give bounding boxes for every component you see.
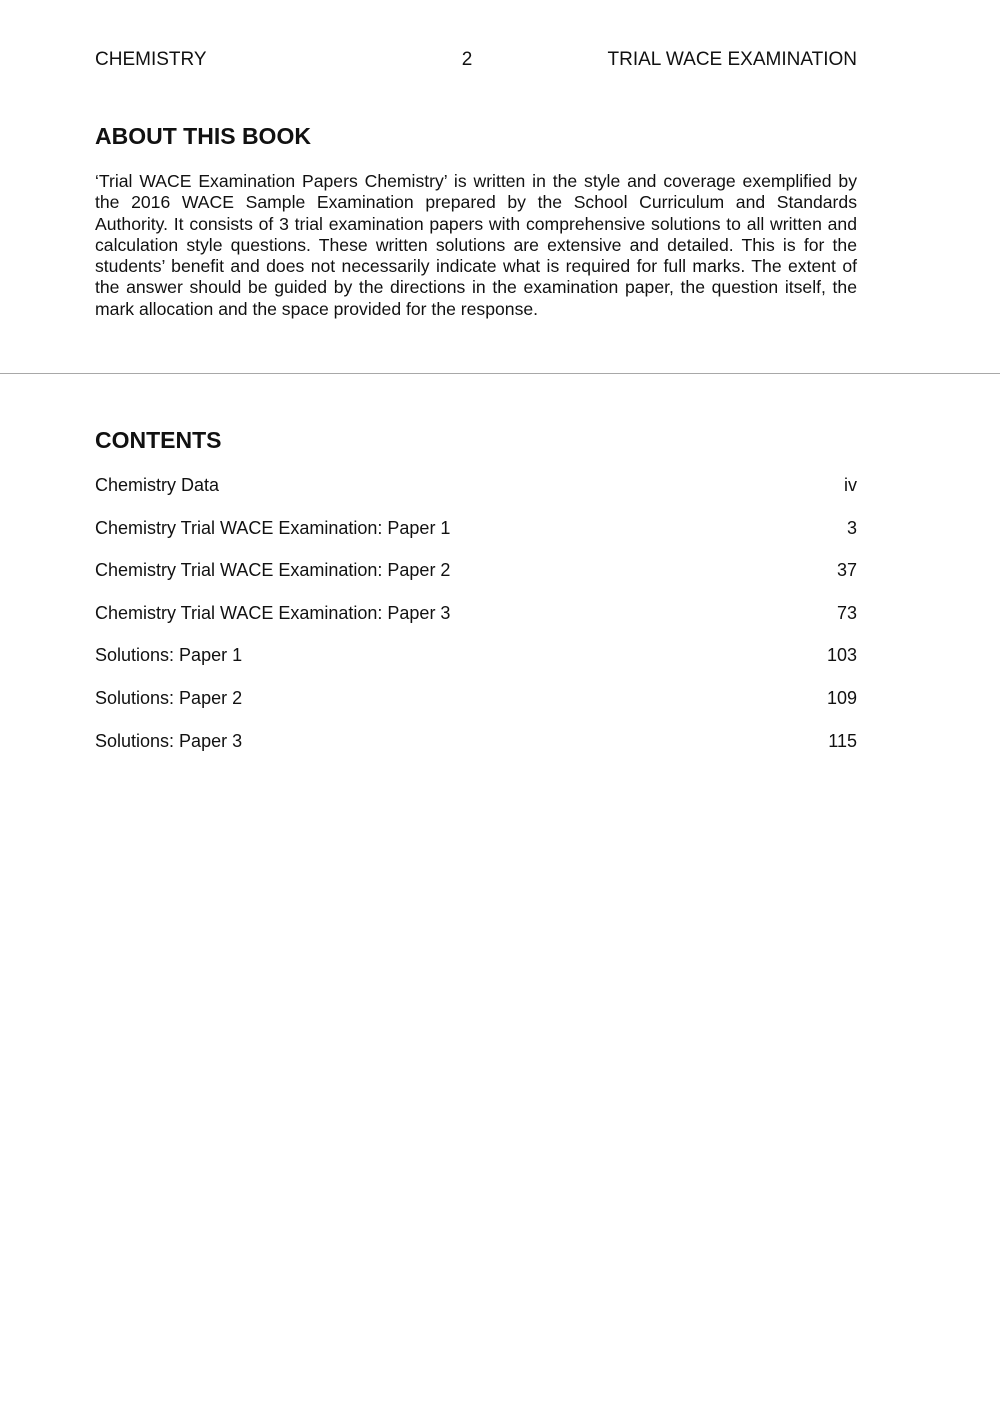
contents-entry-title: Chemistry Trial WACE Examination: Paper 3 [95, 602, 451, 623]
contents-entry [95, 727, 857, 770]
header-page-number: 2 [461, 49, 473, 70]
contents-entry-title: Solutions: Paper 2 [95, 687, 243, 708]
contents-entry [95, 599, 857, 642]
contents-entry-page: iv [844, 475, 857, 495]
contents-entry [95, 641, 857, 684]
contents-entry-title: Solutions: Paper 1 [95, 645, 243, 666]
contents-entry-title: Solutions: Paper 3 [95, 730, 243, 751]
contents-entry [95, 471, 857, 514]
contents-entry-page: 109 [826, 687, 857, 708]
about-body-text: ‘Trial WACE Examination Papers Chemistry’ is written in the style and coverage exemplified by the 2016 WACE Sample Examination prepared by the School Curriculum and Standards Authority. It consists of 3 trial examination papers with comprehensive solutions to all written and calculation style questions. These written solutions are extensive and detailed. This is for the students’ benefit and does not necessarily indicate what is required for full marks. The extent of the answer should be guided by the directions in the examination paper, the question itself, the mark allocation and the space provided for the response. [95, 171, 857, 319]
page-header [95, 47, 857, 73]
contents-entry-page: 3 [846, 517, 857, 538]
contents-entry [95, 514, 857, 557]
contents-entry-title: Chemistry Trial WACE Examination: Paper 2 [95, 560, 451, 581]
contents-list [95, 471, 857, 769]
section-divider [0, 373, 1000, 374]
header-exam-title: TRIAL WACE EXAMINATION [607, 49, 857, 70]
contents-entry-page: 73 [836, 602, 857, 623]
contents-entry-page: 115 [828, 730, 857, 751]
contents-entry-page: 37 [836, 560, 857, 581]
contents-entry-title: Chemistry Trial WACE Examination: Paper 1 [95, 517, 451, 538]
contents-entry [95, 556, 857, 599]
about-heading: ABOUT THIS BOOK [95, 123, 311, 149]
header-subject: CHEMISTRY [95, 49, 207, 70]
contents-entry-title: Chemistry Data [95, 475, 220, 495]
contents-entry-page: 103 [826, 645, 857, 666]
contents-entry [95, 684, 857, 727]
contents-heading: CONTENTS [95, 427, 222, 453]
